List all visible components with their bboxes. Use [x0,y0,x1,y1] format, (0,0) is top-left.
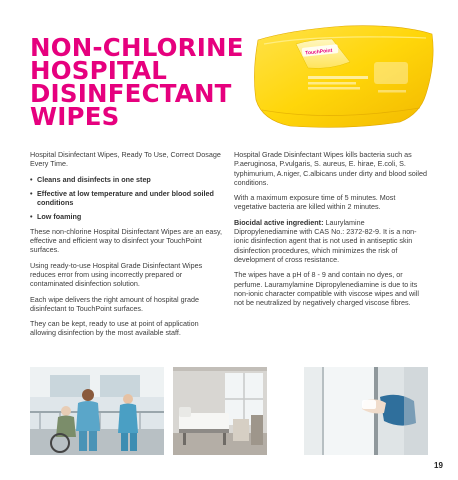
cleaning-door-handle-photo [304,367,428,455]
title-line-1: NON-CHLORINE [30,33,244,62]
body-paragraph: Each wipe delivers the right amount of hospital grade disinfectant to TouchPoint surfaces. [30,294,200,313]
body-paragraph: These non-chlorine Hospital Disinfectant Wipes are an easy, effective and efficient way to disinfect your TouchPoint surfaces. [30,226,223,255]
page-title [30,33,250,131]
feature-item: • Low foaming [30,212,225,221]
ph-paragraph: The wipes have a pH of 8 - 9 and contain no dyes, or perfume. Lauramylamine Dipropylenediamine is due to its non-ionic character compatible with viscose wipes and will not be neutralized by negatively charged viscose fibres. [234,270,419,308]
title-line-3: DISINFECTANT [30,79,232,108]
pack-brand-label: TouchPoint [304,47,333,57]
bacteria-paragraph: Hospital Grade Disinfectant Wipes kills bacteria such as P.aeruginosa, P.vulgaris, S. aureus, E. hirae, E.coli, S. typhimurium, A.niger, C.albicans under dirty and blood soiled conditions. [234,150,427,187]
intro-text: Hospital Disinfectant Wipes, Ready To Use, Correct Dosage Every Time. [30,150,221,169]
exposure-paragraph: With a maximum exposure time of 5 minutes. Most vegetative bacteria are killed within 2 minutes. [234,193,396,212]
wipes-pack-image [250,22,438,132]
left-column [30,150,225,344]
hospital-room-photo [173,367,267,455]
feature-list [30,175,225,222]
page-number: 19 [434,461,443,470]
active-ingredient-label: Biocidal active ingredient: [234,217,324,227]
title-line-2: HOSPITAL [30,56,168,85]
feature-item: • Cleans and disinfects in one step [30,175,225,184]
active-ingredient-text: Laurylamine Dipropylenediamine with CAS No.: 2372-82-9. It is a non-ionic disinfection agent that is not used in antiseptic skin disinfection procedures, which minimizes the risk of development of cross resistance. [234,217,417,264]
feature-item: • Effective at low temperature and under blood soiled conditions [30,189,225,208]
active-ingredient-paragraph [234,218,430,264]
right-column [234,150,430,313]
title-line-4: WIPES [30,102,120,131]
nurse-with-patient-photo [30,367,164,455]
body-paragraph: They can be kept, ready to use at point of application allowing disinfection by the most available staff. [30,319,199,338]
body-paragraph: Using ready-to-use Hospital Grade Disinfectant Wipes reduces error from using incorrectly prepared or contaminated disinfection solution. [30,260,203,289]
